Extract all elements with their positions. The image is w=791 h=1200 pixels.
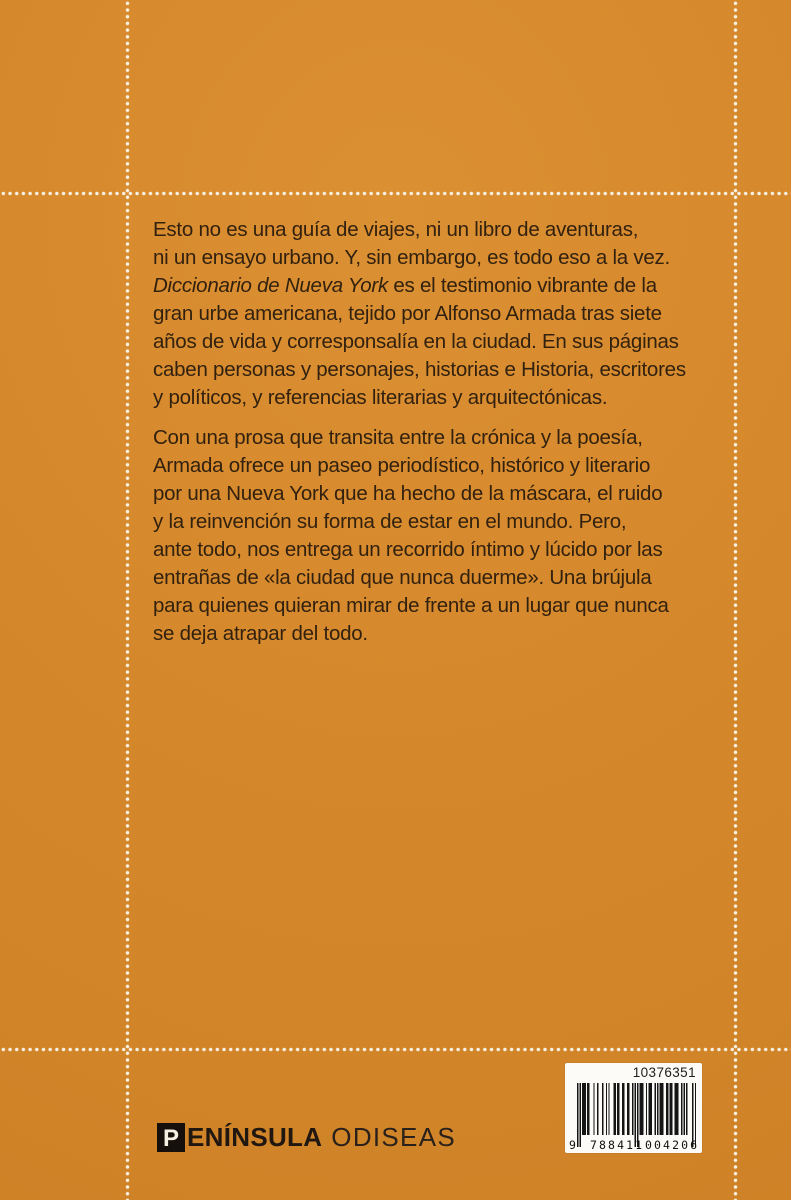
blurb-line: ni un ensayo urbano. Y, sin embargo, es todo eso a la vez.: [153, 246, 670, 269]
isbn-first-digit: 9: [569, 1137, 576, 1152]
blurb-line: por una Nueva York que ha hecho de la máscara, el ruido: [153, 482, 663, 505]
publisher-logo: [157, 1122, 456, 1152]
isbn-right-group: 004206: [645, 1137, 700, 1152]
blurb-paragraph: [153, 216, 686, 412]
publisher-logo-mark: [157, 1123, 185, 1152]
publisher-logo-initial: P: [162, 1124, 179, 1152]
blurb-line: ante todo, nos entrega un recorrido íntimo y lúcido por las: [153, 538, 663, 561]
dotted-line-horizontal-bottom: [0, 1047, 791, 1052]
blurb-line: años de vida y corresponsalía en la ciudad. En sus páginas: [153, 330, 679, 353]
blurb-line: Con una prosa que transita entre la crónica y la poesía,: [153, 426, 643, 449]
barcode-isbn-digits: [565, 1137, 702, 1151]
blurb-paragraph: [153, 424, 686, 648]
dotted-line-vertical-left: [125, 0, 130, 1200]
dotted-line-vertical-right: [733, 0, 738, 1200]
blurb-line: y la reinvención su forma de estar en el mundo. Pero,: [153, 510, 627, 533]
collection-name: ODISEAS: [331, 1122, 456, 1152]
blurb-line: para quienes quieran mirar de frente a un lugar que nunca: [153, 594, 669, 617]
blurb-line: gran urbe americana, tejido por Alfonso Armada tras siete: [153, 302, 662, 325]
blurb-line: se deja atrapar del todo.: [153, 622, 368, 645]
back-cover-blurb: [153, 216, 686, 648]
publisher-name: ENÍNSULA: [187, 1122, 323, 1152]
barcode-panel: [565, 1063, 702, 1153]
blurb-line: y políticos, y referencias literarias y arquitectónicas.: [153, 386, 608, 409]
barcode-internal-code: 10376351: [632, 1065, 696, 1080]
blurb-line: entrañas de «la ciudad que nunca duerme». Una brújula: [153, 566, 652, 589]
blurb-line: Armada ofrece un paseo periodístico, histórico y literario: [153, 454, 651, 477]
isbn-left-group: 788411: [590, 1137, 645, 1152]
dotted-line-horizontal-top: [0, 191, 791, 196]
blurb-line: caben personas y personajes, historias e Historia, escritores: [153, 358, 686, 381]
blurb-line: Esto no es una guía de viajes, ni un libro de aventuras,: [153, 218, 639, 241]
blurb-line: Diccionario de Nueva York es el testimonio vibrante de la: [153, 274, 657, 297]
